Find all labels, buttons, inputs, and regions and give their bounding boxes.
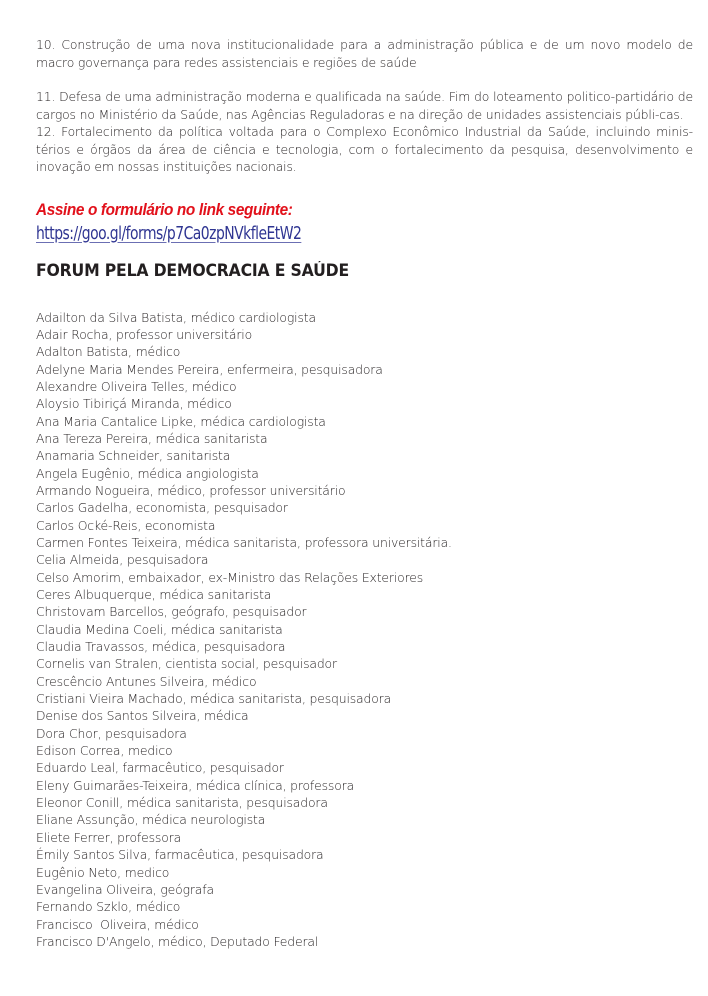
signer-list-item: Francisco D'Angelo, médico, Deputado Federal (36, 933, 319, 949)
signer-list-item: Evangelina Oliveira, geógrafa (36, 881, 214, 897)
paragraph-item-11: 11. Defesa de uma administração moderna e qualificada na saúde. Fim do loteamento politico-partidário de cargos no Ministério da Saúde, nas Agências Reguladoras e na direção de unidades assistenciais públi-cas. (36, 89, 693, 122)
signer-list-item: Crescêncio Antunes Silveira, médico (36, 673, 257, 689)
signer-list-item: Ceres Albuquerque, médica sanitarista (36, 587, 272, 602)
signer-list-item: Eugênio Neto, medico (36, 864, 170, 880)
signer-list-item: Émily Santos Silva, farmacêutica, pesquisadora (36, 847, 324, 863)
signer-list-item: Francisco Oliveira, médico (36, 916, 199, 932)
call-to-action-label: Assine o formulário no link seguinte: (36, 200, 293, 219)
signer-list-item: Eliete Ferrer, professora (36, 829, 182, 845)
paragraph-item-10: 10. Construção de uma nova institucionalidade para a administração pública e de um novo modelo de macro governança para redes assistenciais e regiões de saúde (36, 37, 693, 70)
signer-list-item: Eleny Guimarães-Teixeira, médica clínica, professora (36, 777, 355, 793)
signer-list-item: Eduardo Leal, farmacêutico, pesquisador (36, 760, 284, 776)
signer-list-item: Eleonor Conill, médica sanitarista, pesquisadora (36, 795, 328, 811)
signers-list (36, 309, 693, 951)
signer-list-item: Denise dos Santos Silveira, médica (36, 708, 249, 724)
paragraph-item-12: 12. Fortalecimento da política voltada para o Complexo Econômico Industrial da Saúde, incluindo minis-térios e órgãos da área de ciência e tecnologia, com o fortalecimento da pesquisa, desenvolvimento e inovação em nossas instituições nacionais. (36, 124, 693, 174)
signer-list-item: Fernando Szklo, médico (36, 899, 181, 915)
signer-list-item: Alexandre Oliveira Telles, médico (36, 378, 237, 394)
form-link[interactable]: https://goo.gl/forms/p7Ca0zpNVkfleEtW2 (36, 222, 302, 244)
signer-list-item: Ana Tereza Pereira, médica sanitarista (36, 430, 268, 446)
signer-list-item: Adailton da Silva Batista, médico cardiologista (36, 309, 316, 325)
signer-list-item: Cristiani Vieira Machado, médica sanitarista, pesquisadora (36, 691, 392, 707)
signer-list-item: Adair Rocha, professor universitário (36, 326, 253, 342)
signer-list-item: Aloysio Tibiriçá Miranda, médico (36, 396, 232, 412)
signer-list-item: Carlos Gadelha, economista, pesquisador (36, 500, 288, 516)
signer-list-item: Carmen Fontes Teixeira, médica sanitarista, professora universitária. (36, 534, 452, 550)
signer-list-item: Claudia Travassos, médica, pesquisadora (36, 639, 286, 655)
signer-list-item: Celia Almeida, pesquisadora (36, 552, 209, 568)
signer-list-item: Carlos Ocké-Reis, economista (36, 517, 216, 533)
document-page (36, 36, 693, 950)
signer-list-item: Anamaria Schneider, sanitarista (36, 448, 231, 464)
signer-list-item: Angela Eugênio, médica angiologista (36, 465, 259, 481)
signer-list-item: Adelyne Maria Mendes Pereira, enfermeira, pesquisadora (36, 361, 383, 377)
signer-list-item: Cornelis van Stralen, cientista social, pesquisador (36, 656, 337, 672)
signer-list-item: Eliane Assunção, médica neurologista (36, 812, 266, 828)
signer-list-item: Dora Chor, pesquisadora (36, 725, 187, 741)
signer-list-item: Christovam Barcellos, geógrafo, pesquisador (36, 604, 307, 620)
signer-list-item: Celso Amorim, embaixador, ex-Ministro das Relações Exteriores (36, 569, 424, 585)
signer-list-item: Claudia Medina Coeli, médica sanitarista (36, 621, 283, 637)
signer-list-item: Armando Nogueira, médico, professor universitário (36, 482, 346, 498)
signer-list-item: Adalton Batista, médico (36, 344, 181, 360)
signer-list-item: Edison Correa, medico (36, 743, 173, 759)
section-heading: FORUM PELA DEMOCRACIA E SAÚDE (36, 260, 349, 280)
signer-list-item: Ana Maria Cantalice Lipke, médica cardiologista (36, 413, 326, 429)
